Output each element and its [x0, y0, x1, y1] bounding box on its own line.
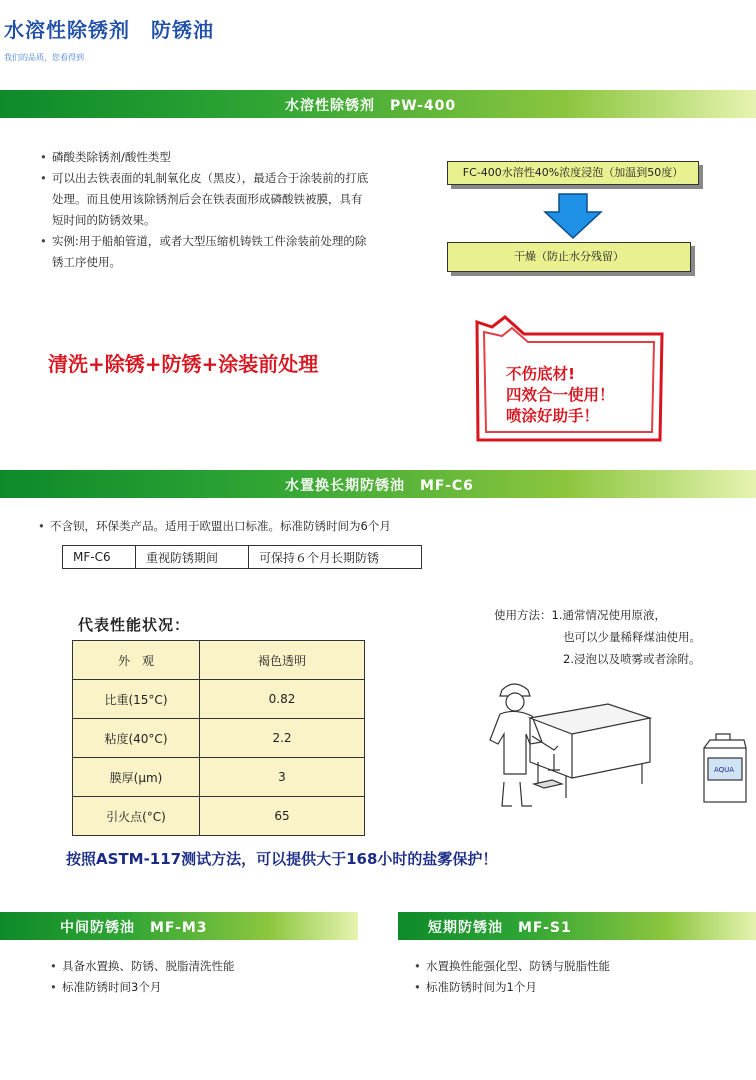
summary-table — [62, 545, 422, 569]
down-arrow-icon — [543, 192, 603, 240]
section4-bullet: • 水置换性能强化型、防锈与脱脂性能 — [414, 956, 744, 977]
performance-table — [72, 640, 365, 836]
perf-label: 粘度(40°C) — [73, 719, 200, 758]
callout-line: 不伤底材! — [506, 365, 576, 383]
table-row — [73, 680, 365, 719]
section1-bullet: • 可以出去铁表面的轧制氧化皮（黑皮），最适合于涂装前的打底处理。而且使用该除锈剂后会在铁表面形成磷酸铁被膜，具有短时间的防锈效果。 — [40, 168, 372, 231]
section3-bullet: • 标准防锈时间3个月 — [50, 977, 350, 998]
perf-label: 外 观 — [73, 641, 200, 680]
canister-label: AQUA — [714, 766, 735, 774]
table-row — [73, 719, 365, 758]
flow-step-2: 干燥（防止水分残留） — [447, 242, 691, 272]
flow-step-1: FC-400水溶性40%浓度浸泡（加温到50度） — [447, 161, 699, 185]
usage-line: 使用方法：1.通常情况使用原液， — [494, 608, 666, 622]
perf-label: 膜厚(μm) — [73, 758, 200, 797]
summary-cell: 可保持６个月长期防锈 — [249, 546, 422, 569]
section4-heading-bar — [398, 912, 756, 940]
slogan: 清洗+除锈+防锈+涂装前处理 — [48, 352, 319, 376]
perf-label: 引火点(°C) — [73, 797, 200, 836]
perf-value: 65 — [200, 797, 365, 836]
section3-heading: 中间防锈油 MF-M3 — [60, 920, 208, 936]
section3-bullets — [50, 956, 350, 998]
usage-line: 2.浸泡以及喷雾或者涂附。 — [563, 652, 701, 666]
callout-line: 四效合一使用！ — [506, 386, 615, 404]
section1-heading: 水溶性除锈剂 PW-400 — [285, 98, 457, 114]
section1-bullet: • 实例:用于船舶管道，或者大型压缩机铸铁工件涂装前处理的除锈工序使用。 — [40, 231, 372, 273]
section4-heading: 短期防锈油 MF-S1 — [428, 920, 572, 936]
section4-bullets — [414, 956, 744, 998]
section3-bullet: • 具备水置换、防锈、脱脂清洗性能 — [50, 956, 350, 977]
callout-text — [506, 364, 615, 427]
perf-label: 比重(15°C) — [73, 680, 200, 719]
section1-bullets — [40, 147, 372, 273]
section2-bullets — [38, 516, 638, 537]
table-row — [73, 797, 365, 836]
perf-value: 3 — [200, 758, 365, 797]
section1-heading-bar — [0, 90, 756, 118]
astm-note: 按照ASTM-117测试方法，可以提供大于168小时的盐雾保护！ — [66, 850, 498, 868]
section2-heading: 水置换长期防锈油 MF-C6 — [285, 478, 474, 494]
perf-value: 0.82 — [200, 680, 365, 719]
summary-cell: MF-C6 — [63, 546, 136, 569]
section3-heading-bar — [0, 912, 358, 940]
perf-value: 褐色透明 — [200, 641, 365, 680]
section2-heading-bar — [0, 470, 756, 498]
callout-line: 喷涂好助手！ — [506, 407, 600, 425]
table-row — [73, 758, 365, 797]
page-subtitle: 我们的品质，您看得到 — [4, 53, 84, 62]
page-title: 水溶性除锈剂 防锈油 — [4, 18, 214, 42]
section1-bullet: • 磷酸类除锈剂/酸性类型 — [40, 147, 372, 168]
section4-bullet: • 标准防锈时间为1个月 — [414, 977, 744, 998]
perf-title: 代表性能状况： — [78, 616, 191, 634]
worker-dipping-illustration — [482, 676, 752, 812]
summary-cell: 重视防锈期间 — [136, 546, 249, 569]
section2-bullet: • 不含钡，环保类产品。适用于欧盟出口标准。标准防锈时间为6个月 — [38, 516, 638, 537]
usage-line: 也可以少量稀释煤油使用。 — [563, 630, 701, 644]
perf-value: 2.2 — [200, 719, 365, 758]
table-row — [73, 641, 365, 680]
